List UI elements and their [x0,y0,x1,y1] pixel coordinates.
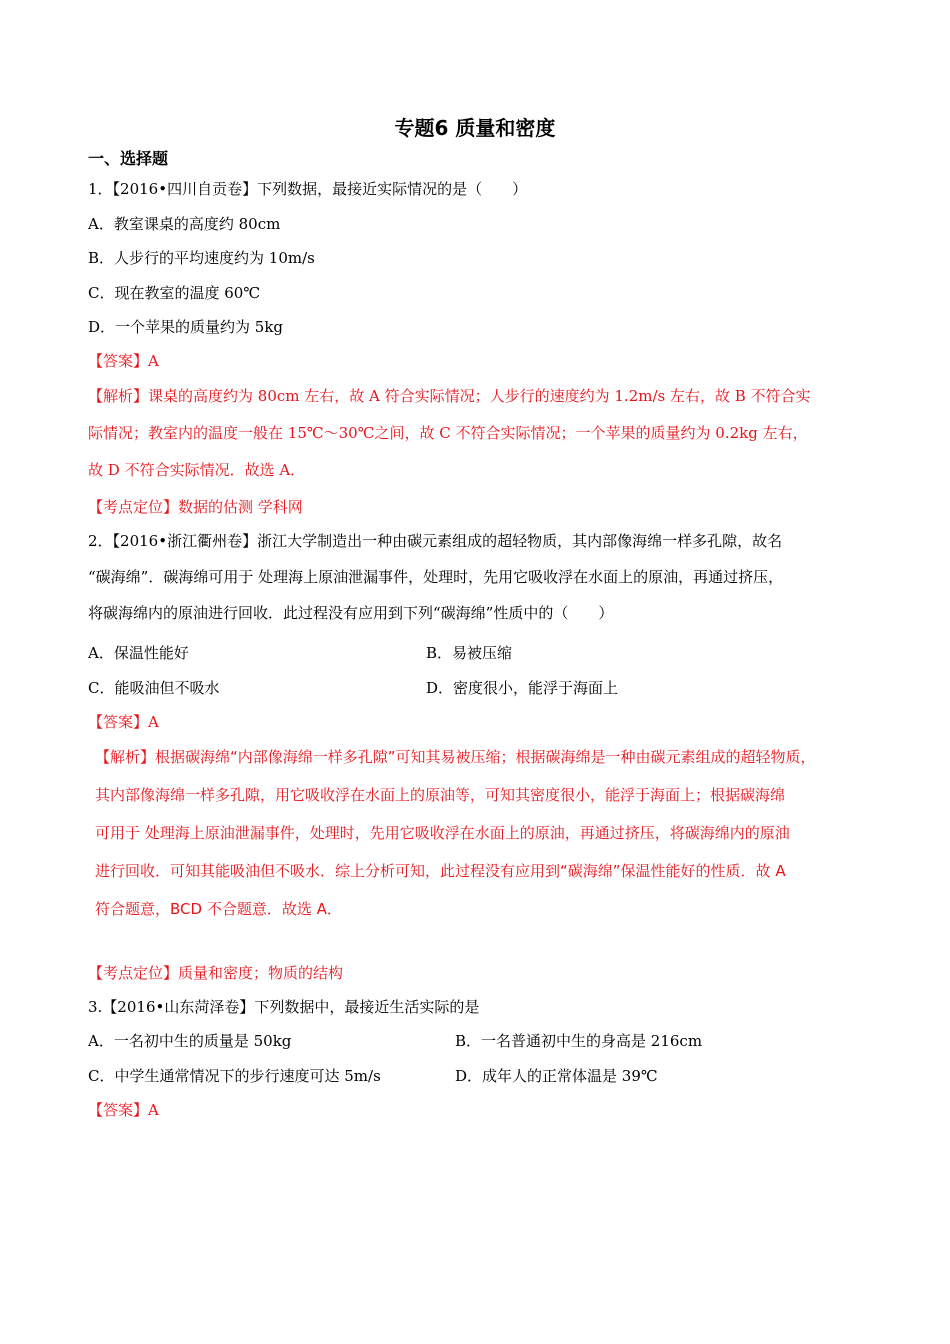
q2-analysis-line: 其内部像海绵一样多孔隙，用它吸收浮在水面上的原油等，可知其密度很小，能浮于海面上；根据碳海绵 [95,786,786,804]
q1-analysis-line: 【解析】课桌的高度约为 80cm 左右，故 A 符合实际情况；人步行的速度约为 1.2m/s 左右，故 B 不符合实 [88,387,811,405]
q2-analysis-line: 符合题意，BCD 不合题意．故选 A． [95,900,342,918]
section-heading: 一、选择题 [88,149,169,168]
q3-option-b: B．一名普通初中生的身高是 216cm [455,1032,703,1050]
q1-analysis-line: 故 D 不符合实际情况．故选 A． [88,461,306,479]
q2-stem-line: 2．【2016•浙江衢州卷】浙江大学制造出一种由碳元素组成的超轻物质，其内部像海绵一样多孔隙，故名 [88,532,783,550]
q2-stem-line: “碳海绵”．碳海绵可用于 处理海上原油泄漏事件，处理时，先用它吸收浮在水面上的原油，再通过挤压， [88,568,784,586]
q3-answer: 【答案】A [88,1101,159,1119]
q3-option-d: D．成年人的正常体温是 39℃ [455,1067,658,1085]
q1-analysis-line: 际情况；教室内的温度一般在 15℃～30℃之间，故 C 不符合实际情况；一个苹果的质量约为 0.2kg 左右， [88,424,808,442]
q1-option-d: D．一个苹果的质量约为 5kg [88,318,284,336]
q2-option-b: B．易被压缩 [426,644,513,662]
q1-analysis [88,378,868,489]
q2-analysis-line: 【解析】根据碳海绵“内部像海绵一样多孔隙”可知其易被压缩；根据碳海绵是一种由碳元素组成的超轻物质， [95,748,816,766]
q2-analysis-line: 进行回收．可知其能吸油但不吸水．综上分析可知，此过程没有应用到“碳海绵”保温性能好的性质．故 A [95,862,786,880]
q2-analysis [95,738,885,928]
q1-option-b: B．人步行的平均速度约为 10m/s [88,249,315,267]
q3-option-a: A．一名初中生的质量是 50kg [88,1032,292,1050]
q1-option-a: A．教室课桌的高度约 80cm [88,215,281,233]
q1-option-c: C．现在教室的温度 60℃ [88,284,261,302]
q1-stem: 1．【2016•四川自贡卷】下列数据，最接近实际情况的是（ ） [88,180,528,198]
page-title: 专题6 质量和密度 [394,116,556,140]
q3-option-c: C．中学生通常情况下的步行速度可达 5m/s [88,1067,381,1085]
q2-option-d: D．密度很小，能浮于海面上 [426,679,619,697]
q2-option-c: C．能吸油但不吸水 [88,679,220,697]
q2-point: 【考点定位】质量和密度；物质的结构 [88,964,344,982]
q2-stem [88,523,878,631]
q1-answer: 【答案】A [88,352,159,370]
q2-analysis-line: 可用于 处理海上原油泄漏事件，处理时，先用它吸收浮在水面上的原油，再通过挤压，将碳海绵内的原油 [95,824,790,842]
q2-answer: 【答案】A [88,713,159,731]
q1-point: 【考点定位】数据的估测 学科网 [88,498,303,516]
q2-option-a: A．保温性能好 [88,644,189,662]
q3-stem: 3.【2016•山东菏泽卷】下列数据中，最接近生活实际的是 [88,998,480,1016]
q2-stem-line: 将碳海绵内的原油进行回收．此过程没有应用到下列“碳海绵”性质中的（ ） [88,604,614,622]
